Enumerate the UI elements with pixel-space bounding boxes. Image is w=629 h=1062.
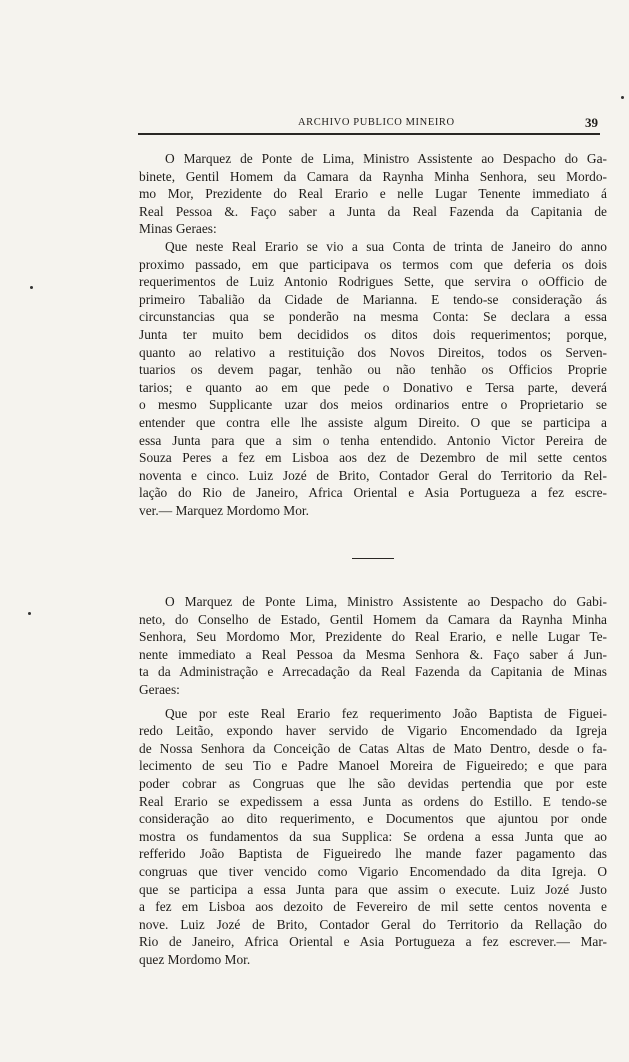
text-line: ta da Administração e Arrecadação da Real Fazenda da Capitania de Minas: [139, 664, 607, 680]
text-line: proximo passado, em que participava os termos com que deferia os dois: [139, 256, 607, 272]
text-line: O Marquez de Ponte Lima, Ministro Assistente ao Despacho do Gabi-: [165, 594, 607, 609]
text-line: Souza Peres a fez em Lisboa aos dez de Dezembro de mil sette centos: [139, 450, 607, 466]
text-line: neto, do Conselho de Estado, Gentil Homem da Camara da Raynha Minha: [139, 611, 607, 627]
text-line: requerimentos de Luiz Antonio Rodrigues Sette, que servira o oOfficio de: [139, 274, 607, 290]
text-line: Minas Geraes:: [139, 221, 217, 237]
text-line: Que neste Real Erario se vio a sua Conta de trinta de Janeiro do anno: [165, 238, 607, 254]
text-line: nente immediato a Real Pessoa da Mesma Senhora &. Faço saber á Jun-: [139, 646, 607, 662]
margin-speck: [621, 96, 624, 99]
margin-speck: [28, 612, 31, 615]
text-line: Senhora, Seu Mordomo Mor, Prezidente do Real Erario, e nelle Lugar Te-: [139, 629, 607, 645]
text-line: noventa e cinco. Luiz Jozé de Brito, Contador Geral do Territorio da Rel-: [139, 467, 607, 483]
text-line: circunstancias qua se ponderão na mesma Conta: Se declara a essa: [139, 309, 607, 325]
text-line: Junta ter muito bem decididos os ditos dois requerimentos; porque,: [139, 326, 607, 342]
text-line: ver.— Marquez Mordomo Mor.: [139, 502, 309, 518]
document-1: [139, 150, 607, 519]
section-separator: [352, 558, 394, 559]
text-line: quez Mordomo Mor.: [139, 951, 251, 967]
header-rule: [138, 133, 600, 135]
text-line: refferido João Baptista de Figueiredo lhe mande fazer pagamento das: [139, 846, 607, 862]
text-line: essa Junta para que a sim o tenha entendido. Antonio Victor Pereira de: [139, 432, 607, 448]
text-line: Que por este Real Erario fez requerimento João Baptista de Figuei-: [165, 705, 607, 721]
text-line: mostra os fundamentos da sua Supplica: Se ordena a essa Junta que ao: [139, 828, 607, 844]
text-line: nove. Luiz Jozé de Brito, Contador Geral do Territorio da Rellação do: [139, 916, 607, 932]
document-2: [139, 593, 607, 968]
text-line: entender que contra elle lhe assiste algum Direito. O que se participa a: [139, 414, 607, 430]
text-line: Rio de Janeiro, Africa Oriental e Asia Portugueza a fez escrever.— Mar-: [139, 934, 607, 950]
text-line: que se participa a essa Junta para que assim o execute. Luiz Jozé Justo: [139, 881, 607, 897]
text-line: O Marquez de Ponte de Lima, Ministro Assistente ao Despacho do Ga-: [165, 151, 607, 166]
text-line: quanto ao relativo a restituição dos Novos Direitos, todos os Serven-: [139, 344, 607, 360]
text-line: tarios; e quanto ao em que pede o Donativo e Tersa parte, deverá: [139, 379, 607, 395]
text-line: de Nossa Senhora da Conceição de Catas Altas de Mato Dentro, desde o fa-: [139, 740, 607, 756]
page-header: [138, 115, 598, 135]
text-line: Real Pessoa &. Faço saber a Junta da Real Fazenda da Capitania de: [139, 203, 607, 219]
page-number: 39: [585, 115, 598, 130]
text-line: consideração ao dito requerimento, e Documentos que ajuntou por onde: [139, 811, 607, 827]
text-line: primeiro Tabalião da Cidade de Marianna. E tendo-se consideração ás: [139, 291, 607, 307]
text-line: mo Mor, Prezidente do Real Erario e nelle Lugar Tenente immediato á: [139, 186, 607, 202]
text-line: o mesmo Supplicante uzar dos meios ordinarios entre o Proprietario se: [139, 397, 607, 413]
text-line: redo Leitão, expondo haver servido de Vigario Encomendado da Igreja: [139, 723, 607, 739]
text-line: a fez em Lisboa aos dezoito de Fevereiro de mil sette centos noventa e: [139, 899, 607, 915]
text-line: Geraes:: [139, 681, 180, 697]
text-line: Real Erario se expedissem a essa Junta as ordens do Estillo. E tendo-se: [139, 793, 607, 809]
text-line: binete, Gentil Homem da Camara da Raynha Minha Senhora, seu Mordo-: [139, 168, 607, 184]
text-line: lecimento de seu Tio e Padre Manoel Moreira de Figueiredo; e que para: [139, 758, 607, 774]
margin-speck: [30, 286, 33, 289]
running-head: ARCHIVO PUBLICO MINEIRO: [298, 117, 455, 128]
text-line: tuarios os devem pagar, tenhão ou não tenhão os Officios Proprie: [139, 362, 607, 378]
text-line: poder cobrar as Congruas que lhe são devidas pertendia que por este: [139, 775, 607, 791]
text-line: congruas que tiver vencido como Vigario Encomendado da dita Igreja. O: [139, 863, 607, 879]
text-line: lação do Rio de Janeiro, Africa Oriental e Asia Portugueza a fez escre-: [139, 485, 607, 501]
